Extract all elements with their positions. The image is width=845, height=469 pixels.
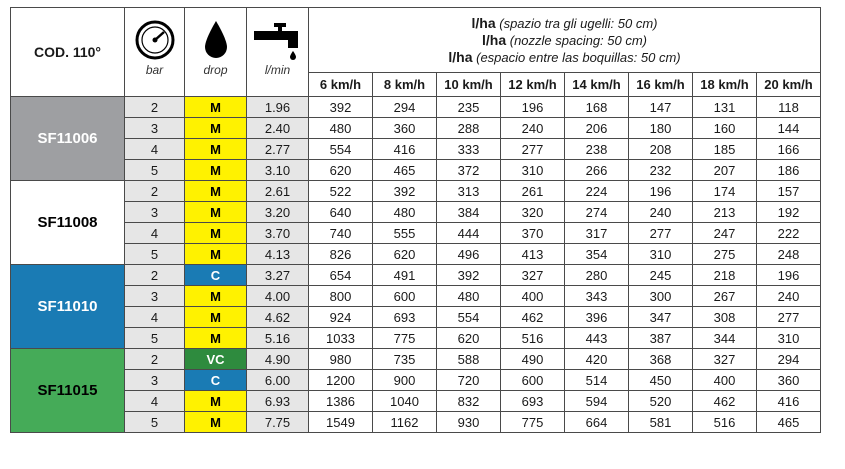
table-row (11, 370, 821, 391)
rate-cell: 416 (757, 391, 821, 412)
rate-cell: 620 (309, 160, 373, 181)
rate-cell: 313 (437, 181, 501, 202)
rate-cell: 392 (373, 181, 437, 202)
flow-cell: 4.00 (247, 286, 309, 307)
flow-cell: 3.70 (247, 223, 309, 244)
table-row (11, 202, 821, 223)
droplet-icon (203, 9, 229, 61)
flow-cell: 3.10 (247, 160, 309, 181)
table-row (11, 265, 821, 286)
rate-cell: 372 (437, 160, 501, 181)
rate-cell: 693 (501, 391, 565, 412)
table-row (11, 181, 821, 202)
bar-cell: 5 (125, 160, 185, 181)
rate-cell: 450 (629, 370, 693, 391)
rate-cell: 196 (757, 265, 821, 286)
bar-cell: 3 (125, 370, 185, 391)
drop-class-cell: M (185, 328, 247, 349)
table-row (11, 139, 821, 160)
rate-cell: 317 (565, 223, 629, 244)
rate-cell: 185 (693, 139, 757, 160)
rate-cell: 310 (501, 160, 565, 181)
rate-cell: 354 (565, 244, 629, 265)
drop-class-cell: M (185, 412, 247, 433)
speed-header-20: 20 km/h (757, 73, 821, 97)
rate-cell: 554 (437, 307, 501, 328)
drop-class-cell: VC (185, 349, 247, 370)
rate-cell: 206 (565, 118, 629, 139)
rate-cell: 308 (693, 307, 757, 328)
bar-cell: 2 (125, 349, 185, 370)
rate-cell: 480 (373, 202, 437, 223)
rate-cell: 232 (629, 160, 693, 181)
nozzle-code-cell: SF11006 (11, 97, 125, 181)
rate-cell: 343 (565, 286, 629, 307)
speed-header-10: 10 km/h (437, 73, 501, 97)
rate-cell: 1549 (309, 412, 373, 433)
rate-cell: 196 (501, 97, 565, 118)
rate-cell: 490 (501, 349, 565, 370)
rate-cell: 654 (309, 265, 373, 286)
rate-cell: 267 (693, 286, 757, 307)
flow-cell: 5.16 (247, 328, 309, 349)
table-row (11, 328, 821, 349)
rate-cell: 1386 (309, 391, 373, 412)
drop-class-cell: M (185, 307, 247, 328)
rate-cell: 207 (693, 160, 757, 181)
drop-class-cell: M (185, 286, 247, 307)
rate-cell: 387 (629, 328, 693, 349)
rate-cell: 186 (757, 160, 821, 181)
rate-cell: 310 (757, 328, 821, 349)
rate-cell: 294 (757, 349, 821, 370)
faucet-icon (252, 9, 304, 61)
rate-cell: 588 (437, 349, 501, 370)
drop-class-cell: M (185, 97, 247, 118)
rate-cell: 275 (693, 244, 757, 265)
table-row (11, 391, 821, 412)
drop-class-cell: C (185, 370, 247, 391)
rate-cell: 384 (437, 202, 501, 223)
bar-header (125, 8, 185, 97)
rate-cell: 218 (693, 265, 757, 286)
rate-cell: 247 (693, 223, 757, 244)
rate-cell: 600 (373, 286, 437, 307)
lha-header (309, 8, 821, 73)
rate-cell: 294 (373, 97, 437, 118)
bar-cell: 2 (125, 97, 185, 118)
rate-cell: 620 (437, 328, 501, 349)
rate-cell: 344 (693, 328, 757, 349)
rate-cell: 693 (373, 307, 437, 328)
table-row (11, 160, 821, 181)
rate-cell: 620 (373, 244, 437, 265)
rate-cell: 261 (501, 181, 565, 202)
flow-cell: 4.13 (247, 244, 309, 265)
drop-class-cell: M (185, 160, 247, 181)
flow-cell: 6.00 (247, 370, 309, 391)
flow-cell: 4.62 (247, 307, 309, 328)
rate-cell: 333 (437, 139, 501, 160)
drop-class-cell: M (185, 181, 247, 202)
rate-cell: 166 (757, 139, 821, 160)
nozzle-spec-table (10, 7, 821, 433)
rate-cell: 522 (309, 181, 373, 202)
lha-line-3: l/ha (espacio entre las boquillas: 50 cm) (448, 48, 681, 65)
rate-cell: 240 (629, 202, 693, 223)
rate-cell: 213 (693, 202, 757, 223)
rate-cell: 600 (501, 370, 565, 391)
rate-cell: 720 (437, 370, 501, 391)
rate-cell: 392 (437, 265, 501, 286)
rate-cell: 826 (309, 244, 373, 265)
table-row (11, 349, 821, 370)
rate-cell: 800 (309, 286, 373, 307)
lha-line-1: l/ha (spazio tra gli ugelli: 50 cm) (471, 14, 658, 31)
speed-header-8: 8 km/h (373, 73, 437, 97)
flow-cell: 3.27 (247, 265, 309, 286)
drop-class-cell: C (185, 265, 247, 286)
rate-cell: 1200 (309, 370, 373, 391)
rate-cell: 400 (501, 286, 565, 307)
rate-cell: 480 (437, 286, 501, 307)
rate-cell: 222 (757, 223, 821, 244)
drop-class-cell: M (185, 139, 247, 160)
drop-class-cell: M (185, 118, 247, 139)
rate-cell: 235 (437, 97, 501, 118)
rate-cell: 157 (757, 181, 821, 202)
rate-cell: 465 (757, 412, 821, 433)
table-row (11, 118, 821, 139)
rate-cell: 248 (757, 244, 821, 265)
bar-cell: 5 (125, 244, 185, 265)
bar-cell: 4 (125, 223, 185, 244)
nozzle-code-cell: SF11008 (11, 181, 125, 265)
rate-cell: 735 (373, 349, 437, 370)
rate-cell: 443 (565, 328, 629, 349)
rate-cell: 240 (501, 118, 565, 139)
rate-cell: 664 (565, 412, 629, 433)
rate-cell: 900 (373, 370, 437, 391)
rate-cell: 416 (373, 139, 437, 160)
bar-cell: 3 (125, 118, 185, 139)
speed-header-12: 12 km/h (501, 73, 565, 97)
code-header: COD. 110° (11, 8, 125, 97)
rate-cell: 980 (309, 349, 373, 370)
bar-cell: 4 (125, 307, 185, 328)
rate-cell: 327 (693, 349, 757, 370)
rate-cell: 480 (309, 118, 373, 139)
rate-cell: 192 (757, 202, 821, 223)
speed-header-18: 18 km/h (693, 73, 757, 97)
bar-cell: 5 (125, 328, 185, 349)
table-row (11, 244, 821, 265)
rate-cell: 392 (309, 97, 373, 118)
table-row (11, 307, 821, 328)
rate-cell: 1162 (373, 412, 437, 433)
drop-class-cell: M (185, 391, 247, 412)
rate-cell: 924 (309, 307, 373, 328)
speed-header-14: 14 km/h (565, 73, 629, 97)
rate-cell: 581 (629, 412, 693, 433)
rate-cell: 465 (373, 160, 437, 181)
flow-cell: 2.61 (247, 181, 309, 202)
rate-cell: 930 (437, 412, 501, 433)
rate-cell: 462 (693, 391, 757, 412)
rate-cell: 496 (437, 244, 501, 265)
rate-cell: 277 (757, 307, 821, 328)
rate-cell: 516 (501, 328, 565, 349)
rate-cell: 360 (373, 118, 437, 139)
rate-cell: 168 (565, 97, 629, 118)
nozzle-code-cell: SF11010 (11, 265, 125, 349)
rate-cell: 1033 (309, 328, 373, 349)
rate-cell: 491 (373, 265, 437, 286)
bar-cell: 3 (125, 202, 185, 223)
flow-unit-label: l/min (264, 63, 291, 77)
rate-cell: 224 (565, 181, 629, 202)
flow-cell: 4.90 (247, 349, 309, 370)
flow-cell: 3.20 (247, 202, 309, 223)
flow-cell: 1.96 (247, 97, 309, 118)
bar-cell: 2 (125, 181, 185, 202)
drop-unit-label: drop (203, 63, 228, 77)
bar-cell: 2 (125, 265, 185, 286)
rate-cell: 266 (565, 160, 629, 181)
rate-cell: 1040 (373, 391, 437, 412)
rate-cell: 144 (757, 118, 821, 139)
table-body (11, 97, 821, 433)
flow-cell: 2.77 (247, 139, 309, 160)
table-row (11, 97, 821, 118)
rate-cell: 310 (629, 244, 693, 265)
drop-class-cell: M (185, 244, 247, 265)
rate-cell: 775 (501, 412, 565, 433)
rate-cell: 118 (757, 97, 821, 118)
rate-cell: 640 (309, 202, 373, 223)
drop-header (185, 8, 247, 97)
drop-class-cell: M (185, 202, 247, 223)
rate-cell: 174 (693, 181, 757, 202)
table-row (11, 286, 821, 307)
pressure-gauge-icon (134, 9, 176, 61)
bar-cell: 4 (125, 139, 185, 160)
rate-cell: 516 (693, 412, 757, 433)
flow-cell: 6.93 (247, 391, 309, 412)
rate-cell: 420 (565, 349, 629, 370)
rate-cell: 554 (309, 139, 373, 160)
rate-cell: 277 (501, 139, 565, 160)
rate-cell: 514 (565, 370, 629, 391)
rate-cell: 740 (309, 223, 373, 244)
rate-cell: 327 (501, 265, 565, 286)
rate-cell: 274 (565, 202, 629, 223)
flow-cell: 2.40 (247, 118, 309, 139)
rate-cell: 594 (565, 391, 629, 412)
rate-cell: 238 (565, 139, 629, 160)
bar-cell: 3 (125, 286, 185, 307)
rate-cell: 196 (629, 181, 693, 202)
nozzle-table-wrapper (10, 7, 821, 433)
nozzle-code-cell: SF11015 (11, 349, 125, 433)
rate-cell: 240 (757, 286, 821, 307)
flow-cell: 7.75 (247, 412, 309, 433)
rate-cell: 147 (629, 97, 693, 118)
rate-cell: 131 (693, 97, 757, 118)
lha-line-2: l/ha (nozzle spacing: 50 cm) (481, 31, 648, 48)
rate-cell: 775 (373, 328, 437, 349)
rate-cell: 208 (629, 139, 693, 160)
rate-cell: 320 (501, 202, 565, 223)
bar-cell: 4 (125, 391, 185, 412)
rate-cell: 300 (629, 286, 693, 307)
speed-header-6: 6 km/h (309, 73, 373, 97)
table-row (11, 223, 821, 244)
rate-cell: 462 (501, 307, 565, 328)
rate-cell: 413 (501, 244, 565, 265)
rate-cell: 370 (501, 223, 565, 244)
drop-class-cell: M (185, 223, 247, 244)
rate-cell: 400 (693, 370, 757, 391)
rate-cell: 520 (629, 391, 693, 412)
rate-cell: 180 (629, 118, 693, 139)
rate-cell: 347 (629, 307, 693, 328)
rate-cell: 288 (437, 118, 501, 139)
rate-cell: 277 (629, 223, 693, 244)
rate-cell: 832 (437, 391, 501, 412)
table-row (11, 412, 821, 433)
rate-cell: 245 (629, 265, 693, 286)
rate-cell: 368 (629, 349, 693, 370)
rate-cell: 160 (693, 118, 757, 139)
rate-cell: 396 (565, 307, 629, 328)
bar-cell: 5 (125, 412, 185, 433)
flow-header (247, 8, 309, 97)
rate-cell: 280 (565, 265, 629, 286)
rate-cell: 360 (757, 370, 821, 391)
speed-header-16: 16 km/h (629, 73, 693, 97)
rate-cell: 444 (437, 223, 501, 244)
rate-cell: 555 (373, 223, 437, 244)
bar-unit-label: bar (145, 63, 164, 77)
